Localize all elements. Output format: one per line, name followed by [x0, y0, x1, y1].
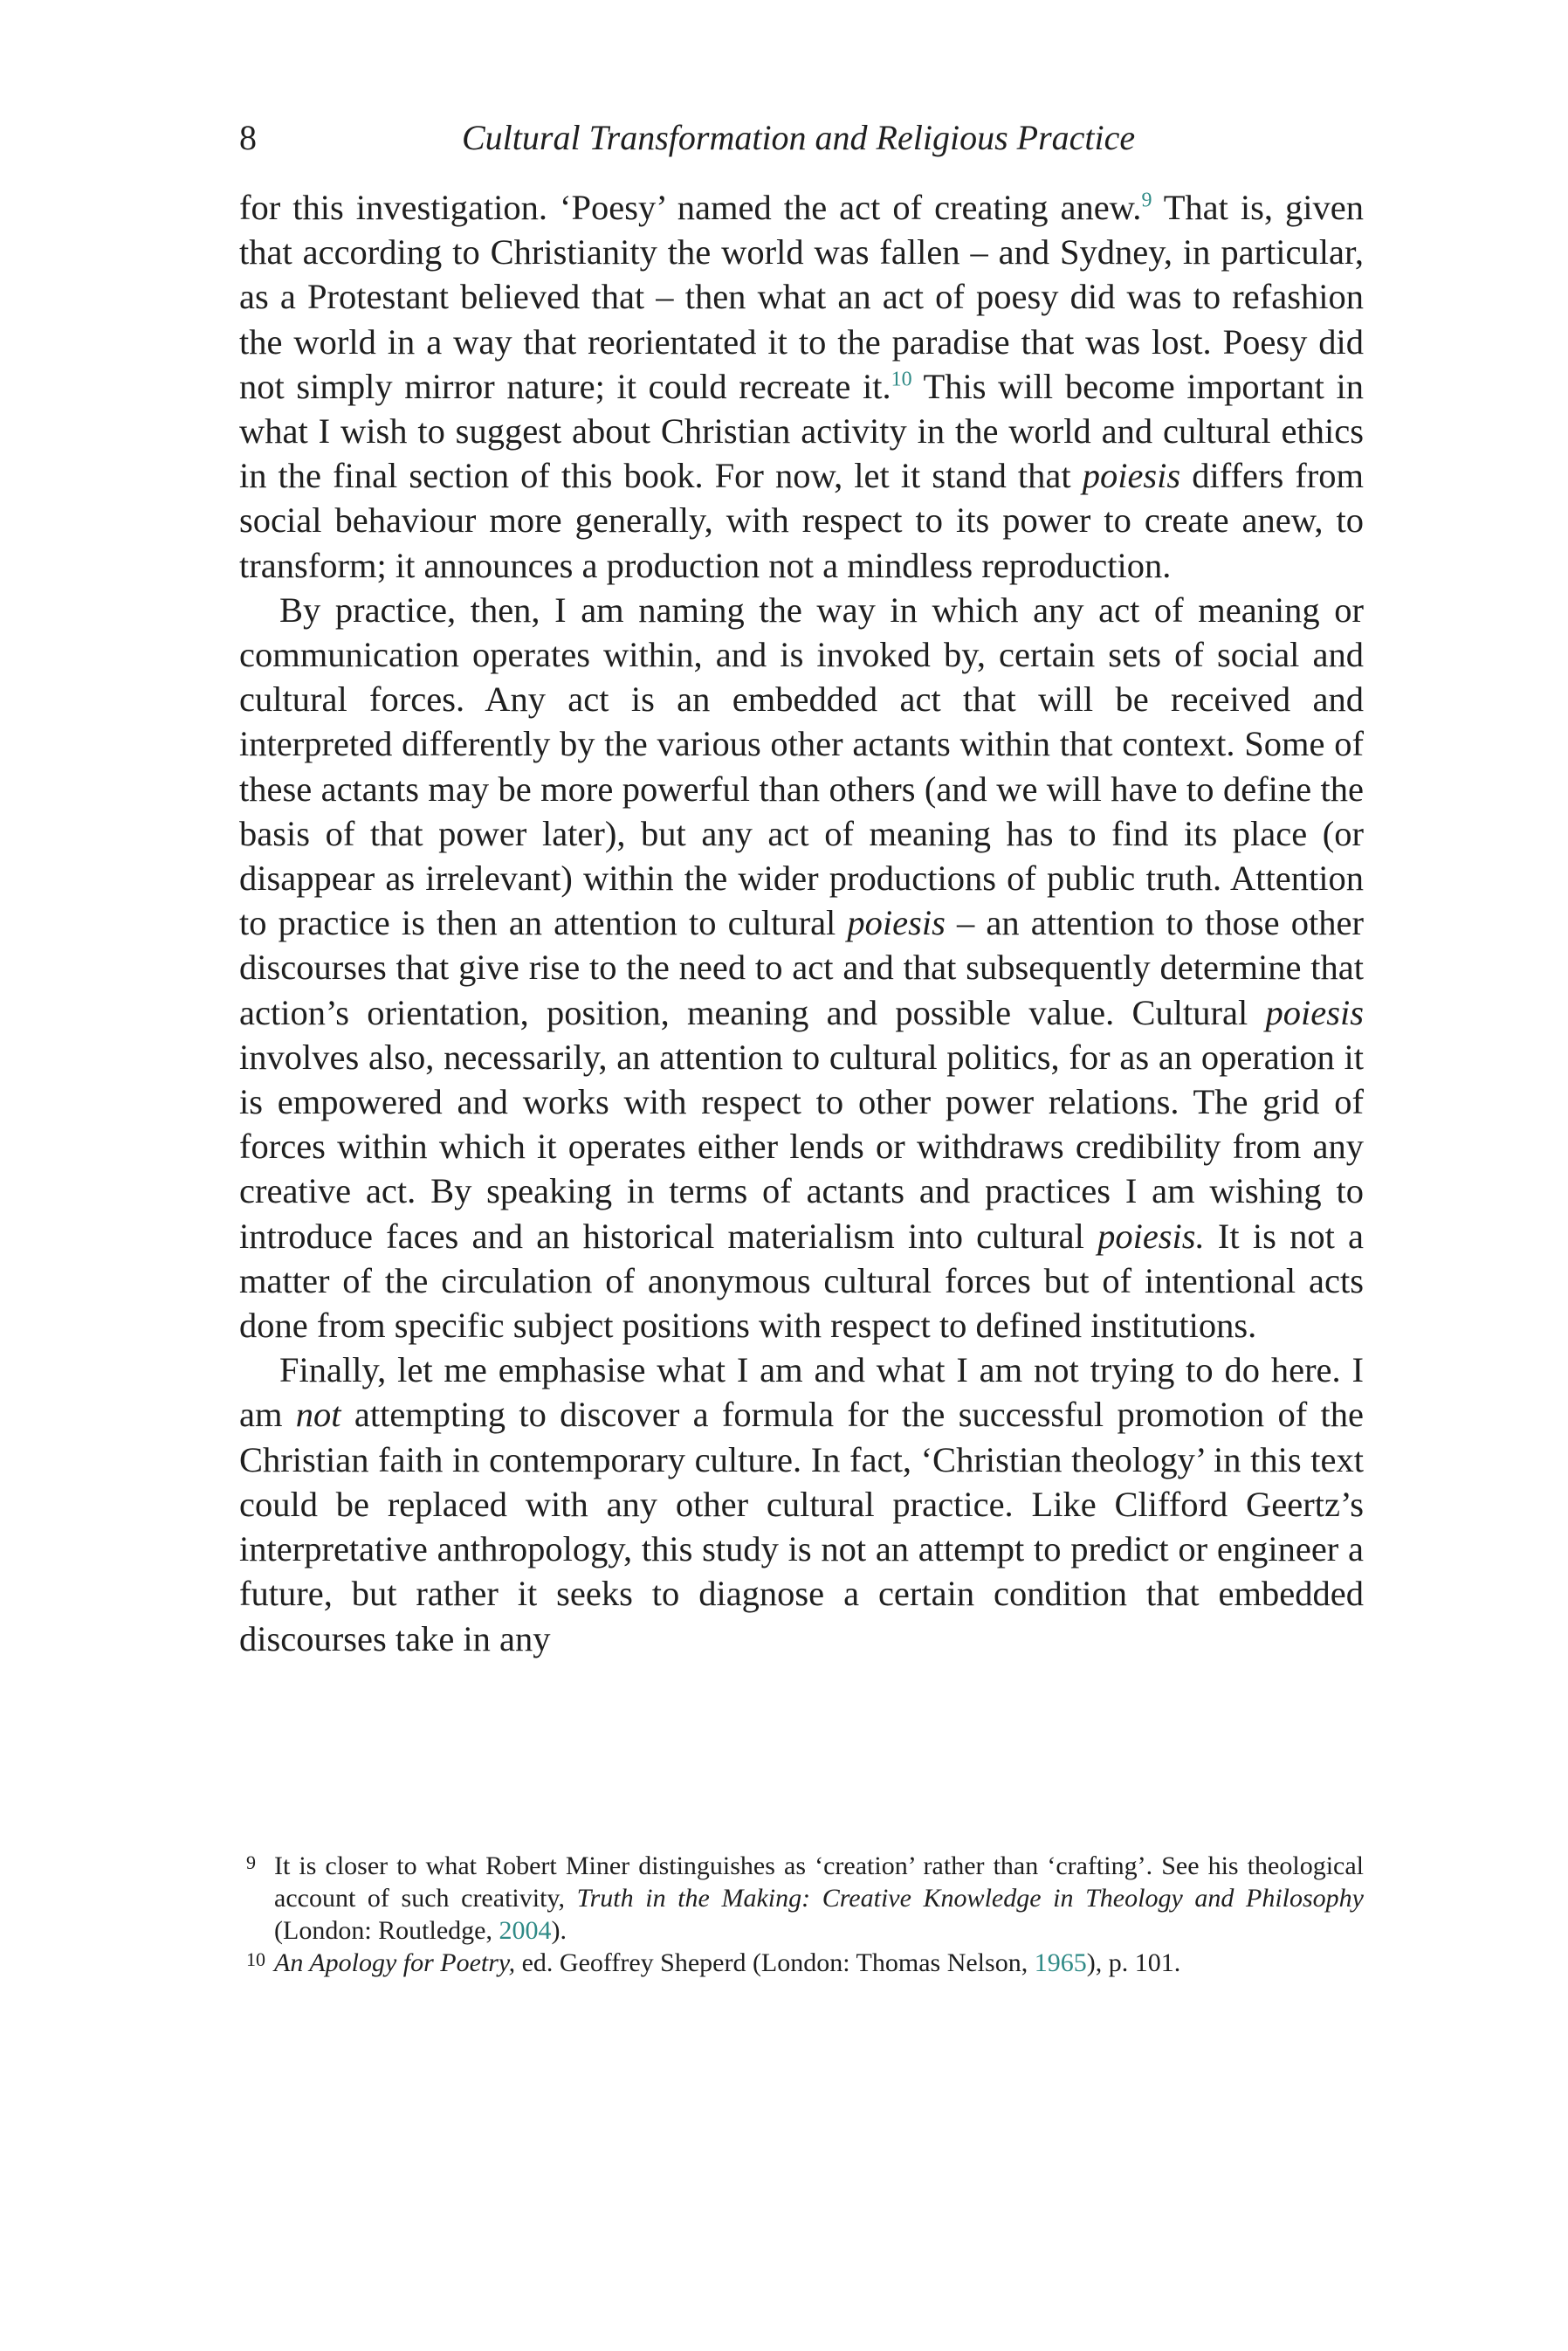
- footnote-10-text-b: ), p. 101.: [1086, 1948, 1181, 1977]
- paragraph-3-emphasis: not: [295, 1395, 341, 1435]
- footnote-number: 10: [246, 1948, 265, 1970]
- paragraph-1: [239, 185, 1364, 588]
- paragraph-1-text-c: This will become important in what I wish to suggest about Christian activity in the world and cultural ethics in the final section of this book. For now, let it stand that: [239, 366, 1364, 496]
- footnote-9-text-a: It is closer to what Robert Miner distinguishes as ‘creation’ rather than ‘crafting’. See his theological account of such creativity,: [274, 1851, 1364, 1913]
- paragraph-2-emphasis-1: poiesis: [847, 903, 946, 943]
- paragraph-3: [239, 1348, 1364, 1660]
- paragraph-2: [239, 588, 1364, 1348]
- footnote-ref-10[interactable]: 10: [891, 368, 912, 391]
- paragraph-2-text-d: It is not a matter of the circulation of anonymous cultural forces but of intentional acts done from specific subject positions with respect to defined institutions.: [239, 1216, 1365, 1346]
- footnote-10-text-a: ed. Geoffrey Sheperd (London: Thomas Nelson,: [515, 1948, 1035, 1977]
- footnote-number: 9: [246, 1851, 256, 1873]
- page-number: 8: [239, 118, 257, 157]
- footnote-9-year-link[interactable]: 2004: [499, 1916, 552, 1945]
- footnote-10: [239, 1947, 1364, 1979]
- paragraph-1-text-a: for this investigation. ‘Poesy’ named the act of creating anew.: [239, 188, 1142, 227]
- footnote-9: [239, 1850, 1364, 1947]
- footnote-10-year-link[interactable]: 1965: [1034, 1948, 1087, 1977]
- paragraph-2-text-b: – an attention to those other discourses that give rise to the need to act and that subsequently determine that action’s orientation, position, meaning and possible value. Cultural: [239, 903, 1364, 1032]
- footnote-9-text-b: (London: Routledge,: [274, 1916, 499, 1945]
- running-head: [239, 112, 1364, 164]
- paragraph-2-emphasis-2: poiesis: [1265, 992, 1364, 1032]
- paragraph-1-text-b: That is, given that according to Christianity the world was fallen – and Sydney, in particular, as a Protestant believed that – then what an act of poesy did was to refashion the world in a way that reorientated it to the paradise that was lost. Poesy did not simply mirror nature; it could recreate it.: [239, 188, 1364, 406]
- footnote-9-title: Truth in the Making: Creative Knowledge in Theology and Philosophy: [576, 1884, 1364, 1913]
- footnote-9-text-c: ).: [551, 1916, 567, 1945]
- paragraph-1-text-d: differs from social behaviour more generally, with respect to its power to create anew, to transform; it announces a production not a mindless reproduction.: [239, 456, 1365, 585]
- paragraph-3-text-a: Finally, let me emphasise what I am and what I am not trying to do here. I am: [239, 1350, 1364, 1435]
- paragraph-3-text-b: attempting to discover a formula for the successful promotion of the Christian faith in contemporary culture. In fact, ‘Christian theology’ in this text could be replaced with any other cultural practice. Like Clifford Geertz’s interpretative anthropology, this study is not an attempt to predict or engineer a future, but rather it seeks to diagnose a certain condition that embedded discourses take in any: [239, 1395, 1364, 1658]
- footnote-ref-9[interactable]: 9: [1141, 189, 1152, 212]
- paragraph-2-emphasis-3: poiesis.: [1097, 1216, 1205, 1256]
- footnote-10-title: An Apology for Poetry,: [274, 1948, 516, 1977]
- paragraph-2-text-c: involves also, necessarily, an attention to cultural politics, for as an operation it is empowered and works with respect to other power relations. The grid of forces within which it operates either lends or withdraws credibility from any creative act. By speaking in terms of actants and practices I am wishing to introduce faces and an historical materialism into cultural: [239, 1037, 1364, 1256]
- running-title: Cultural Transformation and Religious Practice: [462, 118, 1136, 157]
- paragraph-1-emphasis: poiesis: [1082, 456, 1181, 496]
- paragraph-2-text-a: By practice, then, I am naming the way in which any act of meaning or communication operates within, and is invoked by, certain sets of social and cultural forces. Any act is an embedded act that will be received and interpreted differently by the various other actants within that context. Some of these actants may be more powerful than others (and we will have to define the basis of that power later), but any act of meaning has to find its place (or disappear as irrelevant) within the wider productions of public truth. Attention to practice is then an attention to cultural: [239, 589, 1364, 943]
- footnotes: [239, 1850, 1364, 1979]
- body-text: [239, 185, 1364, 1661]
